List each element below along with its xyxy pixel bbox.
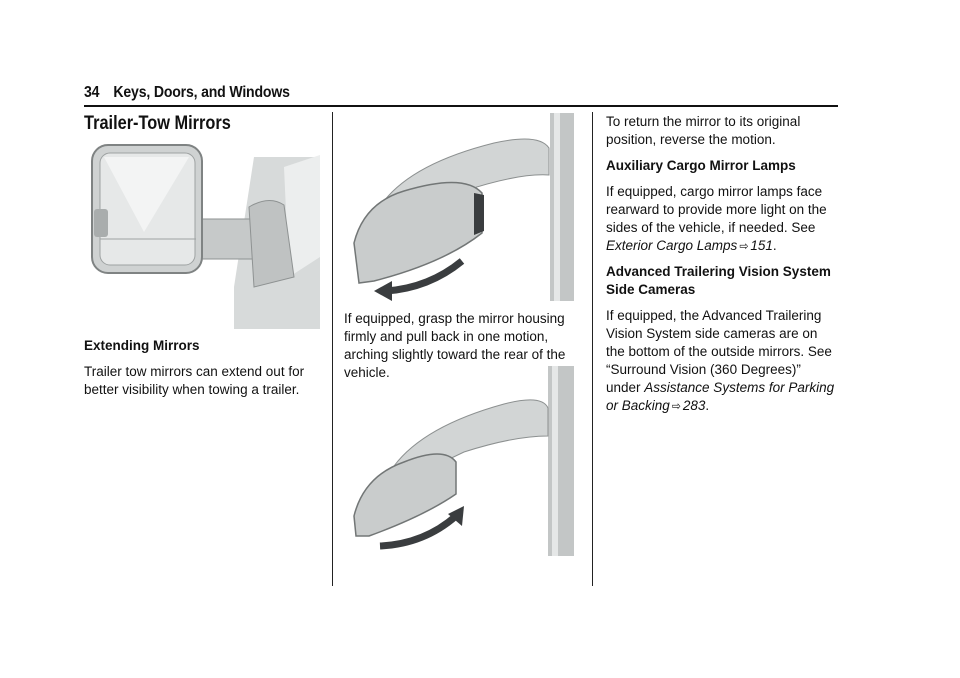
body-return-mirror: To return the mirror to its original position, reverse the motion. [606, 114, 801, 147]
page-ref-283[interactable]: 283 [682, 398, 706, 413]
column-divider-1 [332, 112, 333, 586]
link-exterior-cargo-lamps[interactable]: Exterior Cargo Lamps [606, 238, 738, 253]
body-cargo-mirror-lamps: If equipped, cargo mirror lamps face rearward to provide more light on the sides of the vehicle, if needed. See Exterior Cargo Lamps ⇨ 151. [606, 184, 827, 253]
page-reference-icon: ⇨ [671, 399, 681, 413]
link-assistance-systems[interactable]: Assistance Systems for Parking or Backing [606, 380, 835, 413]
mirror-fold-back-illustration [344, 113, 580, 301]
subheading-trailering-cameras: Advanced Trailering Vision System Side Cameras [606, 264, 831, 297]
extended-mirror-illustration [84, 137, 320, 329]
page-header [84, 84, 290, 102]
section-title: Keys, Doors, and Windows [113, 84, 290, 101]
page-title: Trailer-Tow Mirrors [84, 113, 231, 134]
body-grasp-mirror: If equipped, grasp the mirror housing firmly and pull back in one motion, arching slightly toward the rear of the vehicle. [344, 311, 566, 380]
page-reference-icon: ⇨ [739, 239, 749, 253]
body-extending-mirrors: Trailer tow mirrors can extend out for better visibility when towing a trailer. [84, 364, 305, 397]
subheading-extending-mirrors: Extending Mirrors [84, 338, 200, 353]
mirror-return-illustration [344, 366, 580, 556]
page-ref-151[interactable]: 151 [750, 238, 773, 253]
body-trailering-cameras: If equipped, the Advanced Trailering Vision System side cameras are on the bottom of the outside mirrors. See “Surround Vision (360 Degrees)” under Assistance Systems for Parking or Backing ⇨ 283. [606, 308, 835, 413]
subheading-cargo-mirror-lamps: Auxiliary Cargo Mirror Lamps [606, 158, 796, 173]
header-rule [84, 105, 838, 107]
page-number: 34 [84, 84, 100, 101]
column-divider-2 [592, 112, 593, 586]
